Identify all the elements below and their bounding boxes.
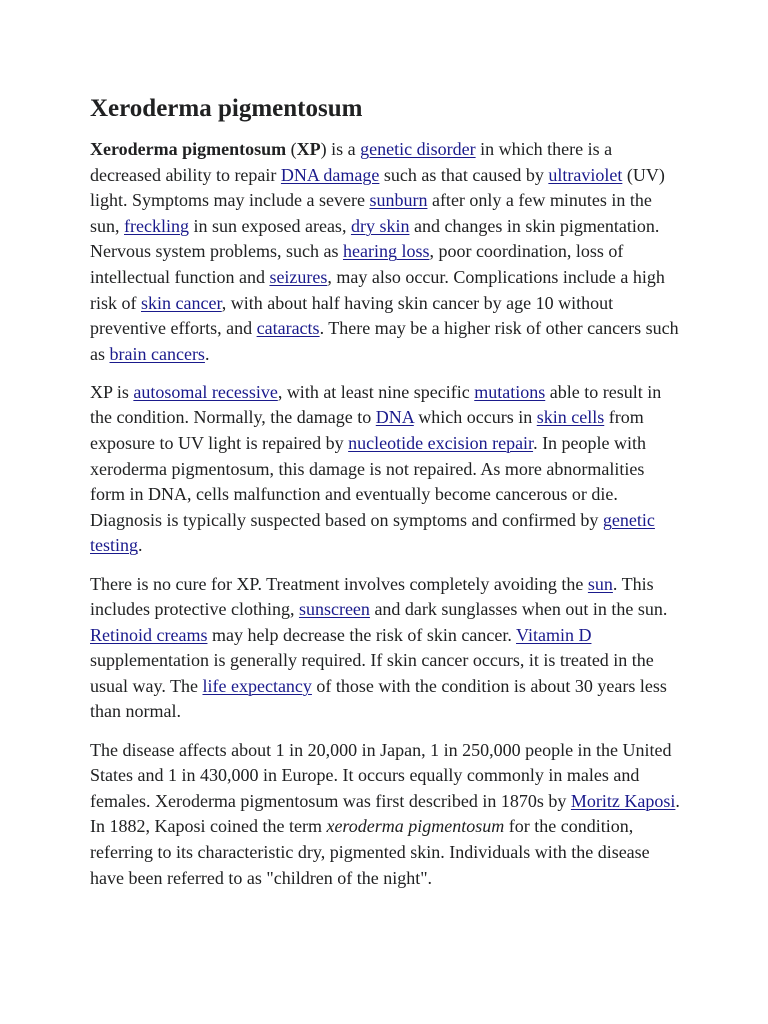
text-run: and dark sunglasses when out in the sun. [369, 599, 668, 620]
link-life-expectancy[interactable]: life expectancy [202, 675, 312, 696]
link-mutations[interactable]: mutations [474, 381, 546, 402]
text-run: , may also occur. Complications include a high risk of [90, 266, 665, 313]
link-genetic-testing[interactable]: genetic testing [90, 509, 655, 556]
text-run: in sun exposed areas, [188, 215, 351, 236]
paragraph-4 [90, 738, 680, 892]
link-sun[interactable]: sun [587, 573, 613, 594]
link-dna[interactable]: DNA [375, 407, 414, 428]
text-run: after only a few minutes in the sun, [90, 190, 652, 236]
article [90, 93, 680, 904]
link-hearing-loss[interactable]: hearing loss [342, 241, 430, 262]
text-run: There is no cure for XP. Treatment involves completely avoiding the [90, 573, 588, 594]
text-run: . This includes protective clothing, [90, 573, 654, 620]
link-sunburn[interactable]: sunburn [369, 190, 428, 211]
link-nucleotide-excision-repair[interactable]: nucleotide excision repair [348, 433, 534, 454]
text-run: from exposure to UV light is repaired by [90, 407, 644, 454]
link-autosomal-recessive[interactable]: autosomal recessive [133, 381, 278, 402]
text-run: . [138, 535, 143, 556]
text-run: of those with the condition is about 30 years less than normal. [90, 675, 667, 722]
text-run: , with at least nine specific [277, 381, 475, 402]
text-run: which occurs in [413, 407, 537, 428]
text-run: such as that caused by [379, 164, 549, 185]
text-run: . There may be a higher risk of other cancers such as [90, 318, 679, 364]
text-run: . [204, 343, 210, 364]
link-genetic-disorder[interactable]: genetic disorder [360, 139, 476, 159]
text-run: able to result in the condition. Normally, the damage to [90, 381, 662, 428]
text-run: may help decrease the risk of skin cancer. [207, 624, 517, 645]
text-run: (UV) light. Symptoms may include a severe [90, 164, 665, 211]
bold-term: XP [296, 139, 321, 159]
text-run: , with about half having skin cancer by age 10 without preventive efforts, and [90, 292, 614, 339]
text-run: XP is [90, 381, 134, 402]
bold-term: Xeroderma pigmentosum [90, 139, 287, 159]
link-vitamin-d[interactable]: Vitamin D [516, 624, 592, 645]
link-dry-skin[interactable]: dry skin [350, 215, 410, 236]
paragraph-1 [90, 137, 680, 367]
link-seizures[interactable]: seizures [269, 266, 328, 287]
text-run: ) is a [320, 139, 361, 159]
text-run: for the condition, referring to its characteristic dry, pigmented skin. Individuals with the disease have been referred to as "children of the night". [90, 816, 650, 888]
paragraph-2 [90, 380, 680, 559]
italic-term: xeroderma pigmentosum [326, 816, 505, 837]
article-body [90, 137, 680, 891]
link-brain-cancers[interactable]: brain cancers [109, 343, 205, 364]
link-skin-cancer[interactable]: skin cancer [141, 292, 222, 313]
link-dna-damage[interactable]: DNA damage [280, 164, 380, 185]
text-run: ( [286, 139, 297, 159]
link-sunscreen[interactable]: sunscreen [298, 599, 370, 620]
page-title: Xeroderma pigmentosum [90, 95, 363, 122]
paragraph-3 [90, 572, 680, 726]
link-freckling[interactable]: freckling [124, 215, 189, 236]
link-moritz-kaposi[interactable]: Moritz Kaposi [570, 790, 676, 811]
text-run: and changes in skin pigmentation. Nervous system problems, such as [90, 215, 660, 262]
text-run: . In people with xeroderma pigmentosum, this damage is not repaired. As more abnormalities form in DNA, cells malfunction and eventually become cancerous or die. Diagnosis is typically suspected based on symptoms and confirmed by [90, 433, 647, 530]
text-run: in which there is a decreased ability to repair [90, 139, 613, 185]
link-ultraviolet[interactable]: ultraviolet [548, 164, 623, 185]
link-cataracts[interactable]: cataracts [256, 318, 320, 339]
text-run: The disease affects about 1 in 20,000 in Japan, 1 in 250,000 people in the United States and 1 in 430,000 in Europe. It occurs equally commonly in males and females. Xeroderma pigmentosum was first described in 1870s by [90, 739, 672, 811]
link-skin-cells[interactable]: skin cells [536, 407, 605, 428]
text-run: supplementation is generally required. If skin cancer occurs, it is treated in the usual way. The [90, 650, 654, 696]
text-run: . In 1882, Kaposi coined the term [90, 790, 680, 837]
link-retinoid-creams[interactable]: Retinoid creams [90, 624, 208, 645]
text-run: , poor coordination, loss of intellectual function and [90, 241, 624, 287]
